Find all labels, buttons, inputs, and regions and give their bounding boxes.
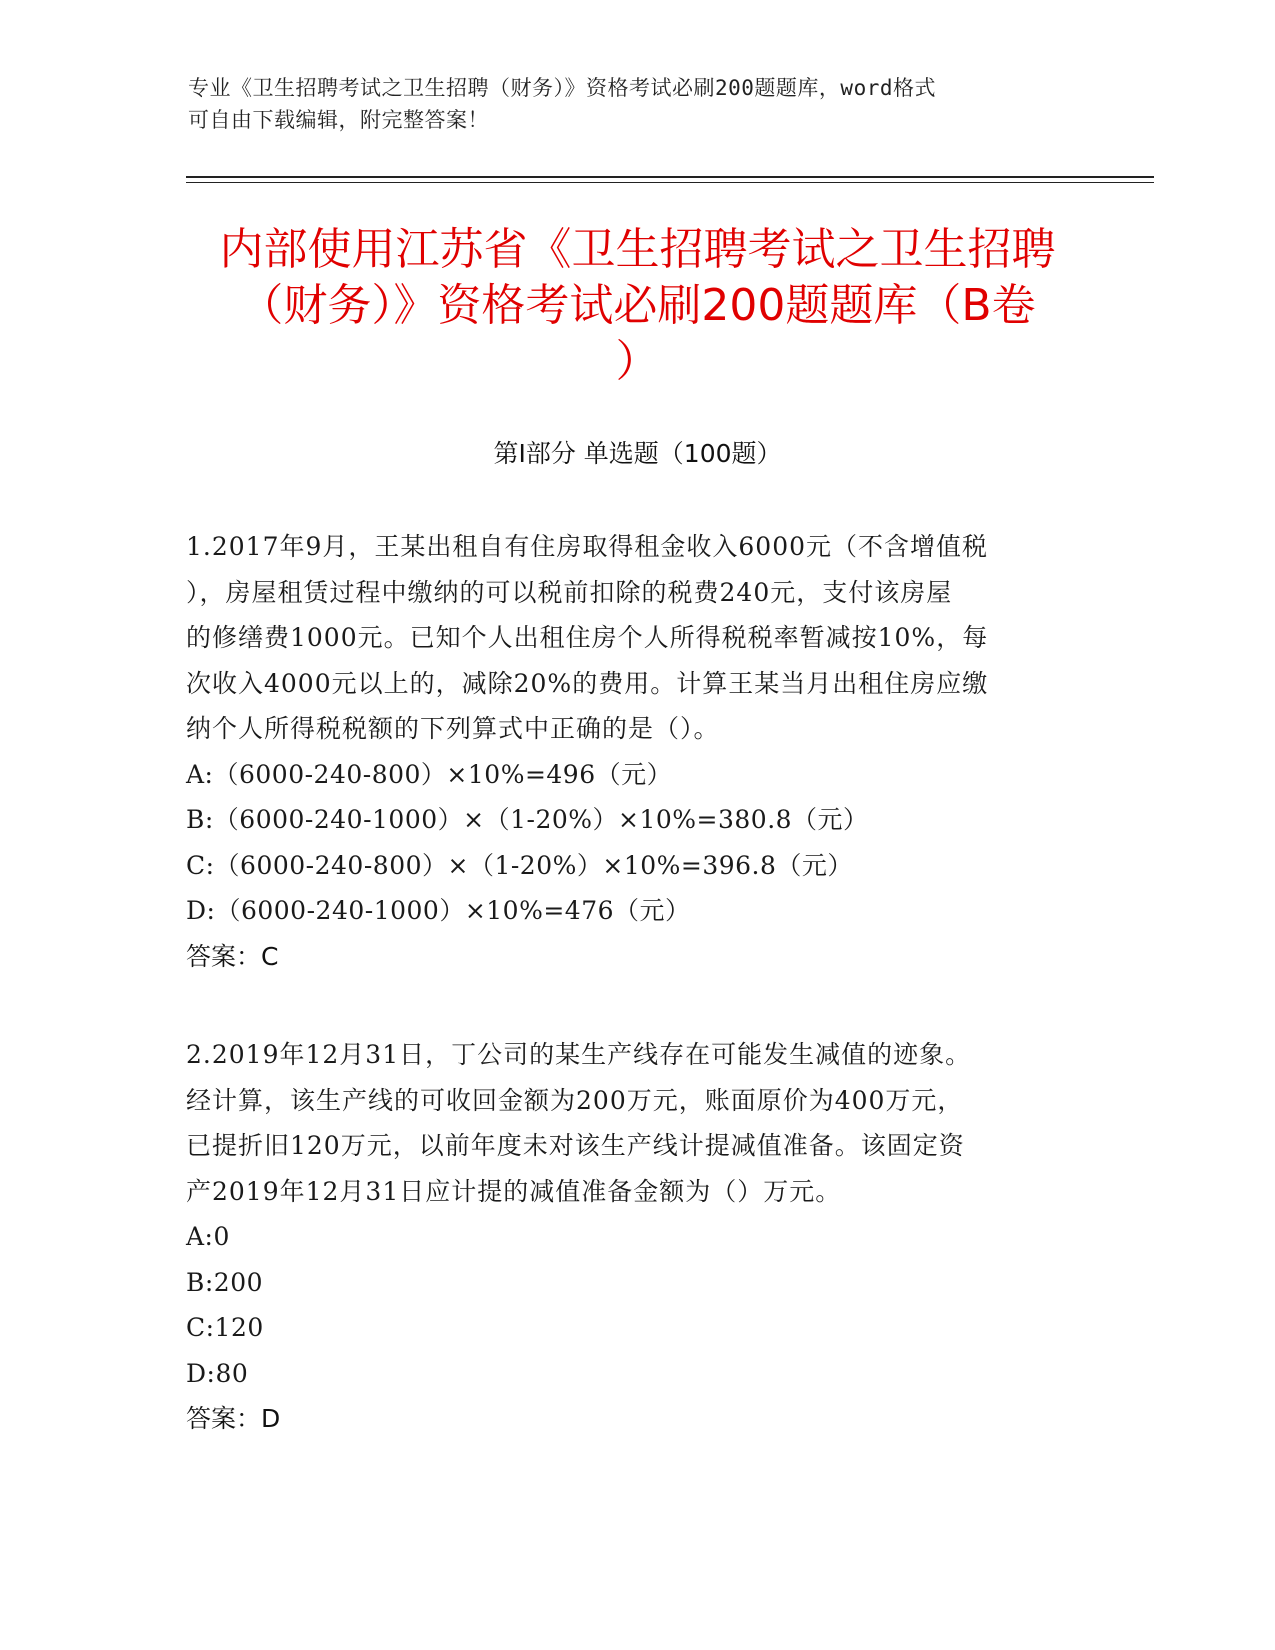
title-line-1: 内部使用江苏省《卫生招聘考试之卫生招聘 <box>219 224 1056 275</box>
document-title <box>180 222 1095 390</box>
stem-line: 2.2019年12月31日，丁公司的某生产线存在可能发生减值的迹象。 <box>186 1040 972 1069</box>
stem-line: 产2019年12月31日应计提的减值准备金额为（）万元。 <box>186 1176 842 1206</box>
stem-line: 的修缮费1000元。已知个人出租住房个人所得税税率暂减按10%，每 <box>186 623 989 652</box>
header-note-line-2: 可自由下载编辑，附完整答案！ <box>188 108 489 132</box>
title-line-3: ） <box>615 336 660 387</box>
stem-line: 经计算，该生产线的可收回金额为200万元，账面原价为400万元， <box>186 1085 964 1115</box>
option-a: A:0 <box>186 1222 230 1251</box>
question-1 <box>186 524 1086 979</box>
header-rule-thick <box>186 176 1154 178</box>
stem-line: ），房屋租赁过程中缴纳的可以税前扣除的税费240元，支付该房屋 <box>186 577 953 607</box>
header-note <box>188 72 1068 136</box>
option-d: D:80 <box>186 1358 249 1388</box>
stem-line: 1.2017年9月，王某出租自有住房取得租金收入6000元（不含增值税 <box>186 532 989 561</box>
question-2 <box>186 1032 1086 1442</box>
stem-line: 次收入4000元以上的，减除20%的费用。计算王某当月出租住房应缴 <box>186 668 989 698</box>
option-c: C:（6000-240-800）×（1-20%）×10%=396.8（元） <box>186 850 853 880</box>
answer: 答案：D <box>186 1404 281 1433</box>
title-line-2: （财务）》资格考试必刷200题题库（B卷 <box>239 280 1036 331</box>
answer: 答案：C <box>186 941 279 971</box>
header-note-line-1: 专业《卫生招聘考试之卫生招聘（财务）》资格考试必刷200题题库，word格式 <box>188 76 936 100</box>
stem-line: 已提折旧120万元，以前年度未对该生产线计提减值准备。该固定资 <box>186 1131 965 1160</box>
question-stem <box>186 1032 1086 1214</box>
option-b: B:200 <box>186 1267 264 1297</box>
option-b: B:（6000-240-1000）×（1-20%）×10%=380.8（元） <box>186 805 869 834</box>
section-heading: 第Ⅰ部分 单选题（100题） <box>493 439 782 468</box>
stem-line: 纳个人所得税税额的下列算式中正确的是（）。 <box>186 714 720 743</box>
question-stem <box>186 524 1086 752</box>
header-rule-thin <box>186 182 1154 183</box>
option-c: C:120 <box>186 1313 264 1342</box>
option-d: D:（6000-240-1000）×10%=476（元） <box>186 896 691 925</box>
option-a: A:（6000-240-800）×10%=496（元） <box>186 759 673 789</box>
